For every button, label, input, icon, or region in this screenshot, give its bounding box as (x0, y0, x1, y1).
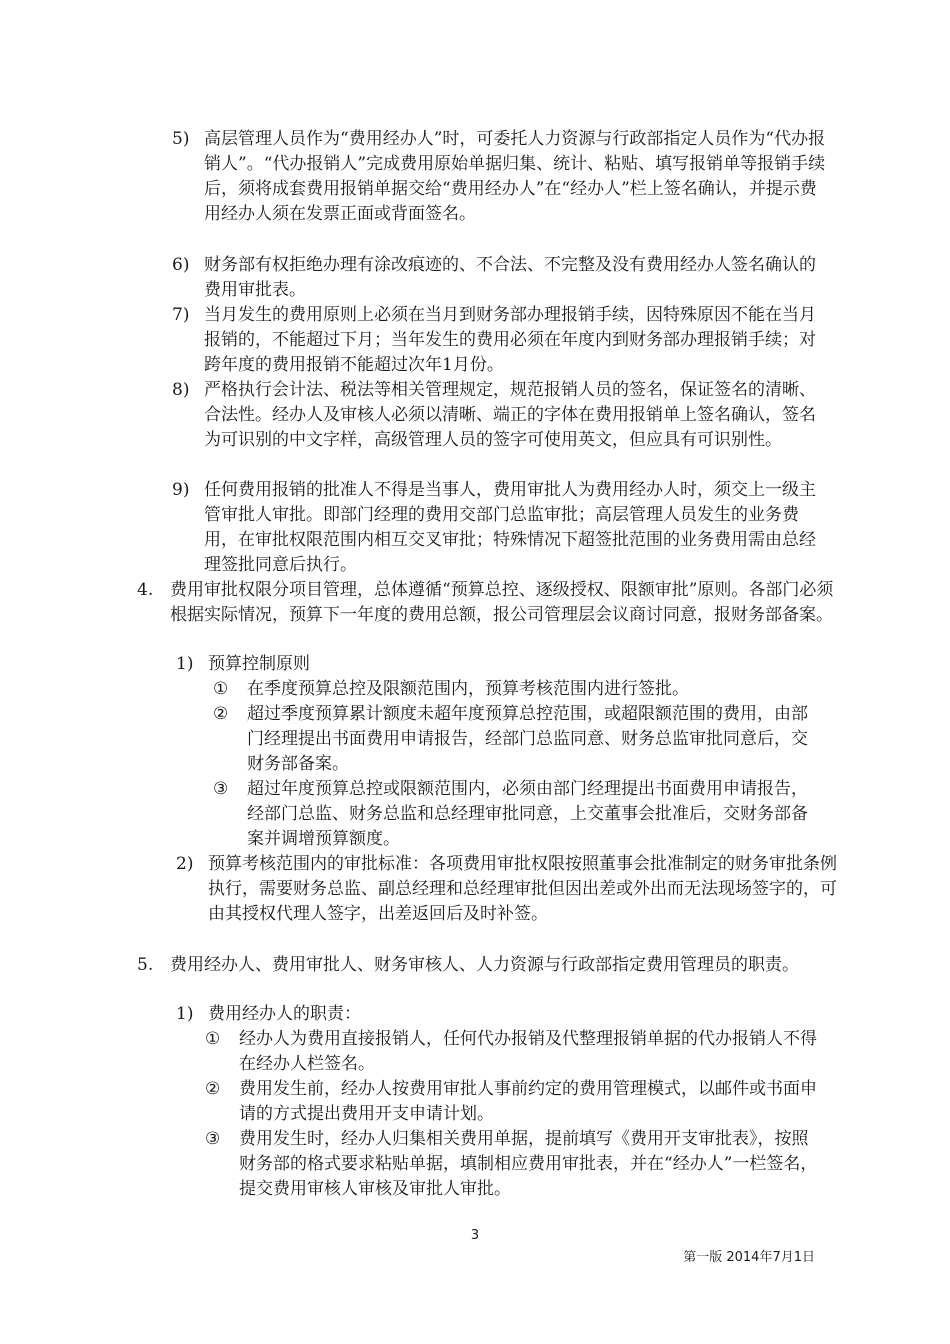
subsection-budget-control (176, 652, 812, 677)
list-item-7 (172, 303, 832, 378)
version-date: 第一版 2014年7月1日 (683, 1250, 815, 1265)
item-number: ② (213, 704, 229, 724)
circle-item-handler-1 (205, 1027, 822, 1077)
subsection-handler-duties (176, 1002, 812, 1027)
item-text: 在季度预算总控及限额范围内，预算考核范围内进行签批。 (247, 679, 689, 699)
item-number: ② (205, 1079, 221, 1099)
item-number: ③ (213, 779, 229, 799)
item-text: 当月发生的费用原则上必须在当月到财务部办理报销手续，因特殊原因不能在当月报销的，不能超过下月；当年发生的费用必须在年度内到财务部办理报销手续；对跨年度的费用报销不能超过次年1月份。 (204, 305, 816, 375)
item-number: 9) (172, 480, 190, 500)
item-number: ③ (205, 1129, 221, 1149)
list-item-9 (172, 478, 832, 578)
item-text: 费用经办人的职责： (208, 1004, 361, 1024)
item-text: 超过季度预算累计额度未超年度预算总控范围，或超限额范围的费用，由部门经理提出书面费用申请报告，经部门总监同意、财务总监审批同意后，交财务部备案。 (247, 704, 808, 774)
item-number: 7) (172, 305, 190, 325)
item-number: 8) (172, 380, 190, 400)
circle-item-3 (213, 777, 822, 852)
item-text: 超过年度预算总控或限额范围内，必须由部门经理提出书面费用申请报告，经部门总监、财务总监和总经理审批同意，上交董事会批准后，交财务部备案并调增预算额度。 (247, 779, 808, 849)
circle-item-2 (213, 702, 822, 777)
item-number: 4. (137, 580, 154, 600)
item-text: 经办人为费用直接报销人，任何代办报销及代整理报销单据的代办报销人不得在经办人栏签名。 (239, 1029, 817, 1074)
section-4 (137, 578, 840, 628)
list-item-8 (172, 378, 832, 453)
list-item-5 (172, 127, 832, 227)
item-text: 财务部有权拒绝办理有涂改痕迹的、不合法、不完整及没有费用经办人签名确认的费用审批表。 (204, 255, 816, 300)
item-text: 任何费用报销的批准人不得是当事人，费用审批人为费用经办人时，须交上一级主管审批人审批。即部门经理的费用交部门总监审批；高层管理人员发生的业务费用，在审批权限范围内相互交叉审批；特殊情况下超签批范围的业务费用需由总经理签批同意后执行。 (204, 480, 816, 575)
item-text: 高层管理人员作为“费用经办人”时，可委托人力资源与行政部指定人员作为“代办报销人”。“代办报销人”完成费用原始单据归集、统计、粘贴、填写报销单等报销手续后，须将成套费用报销单据交给“费用经办人”在“经办人”栏上签名确认，并提示费用经办人须在发票正面或背面签名。 (204, 129, 826, 224)
item-number: 5) (172, 129, 190, 149)
item-number: 2) (176, 854, 194, 874)
item-text: 严格执行会计法、税法等相关管理规定，规范报销人员的签名，保证签名的清晰、合法性。经办人及审核人必须以清晰、端正的字体在费用报销单上签名确认，签名为可识别的中文字样，高级管理人员的签字可使用英文，但应具有可识别性。 (204, 380, 816, 450)
item-text: 预算考核范围内的审批标准：各项费用审批权限按照董事会批准制定的财务审批条例执行，需要财务总监、副总经理和总经理审批但因出差或外出而无法现场签字的，可由其授权代理人签字，出差返回后及时补签。 (208, 854, 837, 924)
item-number: 5. (137, 955, 154, 975)
circle-item-1 (213, 677, 827, 702)
item-number: 6) (172, 255, 190, 275)
item-text: 预算控制原则 (208, 654, 310, 674)
subsection-approval-standard (176, 852, 844, 927)
item-text: 费用审批权限分项目管理，总体遵循“预算总控、逐级授权、限额审批”原则。各部门必须根据实际情况，预算下一年度的费用总额，报公司管理层会议商讨同意，报财务部备案。 (170, 580, 834, 625)
list-item-6 (172, 253, 832, 303)
circle-item-handler-3 (205, 1127, 822, 1202)
item-text: 费用经办人、费用审批人、财务审核人、人力资源与行政部指定费用管理员的职责。 (170, 955, 799, 975)
item-number: ① (213, 679, 229, 699)
page-number: 3 (470, 1228, 480, 1243)
circle-item-handler-2 (205, 1077, 822, 1127)
item-number: ① (205, 1029, 221, 1049)
item-text: 费用发生时，经办人归集相关费用单据，提前填写《费用开支审批表》，按照财务部的格式要求粘贴单据，填制相应费用审批表，并在“经办人”一栏签名，提交费用审核人审核及审批人审批。 (239, 1129, 818, 1199)
item-number: 1) (176, 1004, 194, 1024)
section-5 (137, 953, 840, 978)
item-text: 费用发生前，经办人按费用审批人事前约定的费用管理模式，以邮件或书面申请的方式提出费用开支申请计划。 (239, 1079, 817, 1124)
item-number: 1) (176, 654, 194, 674)
